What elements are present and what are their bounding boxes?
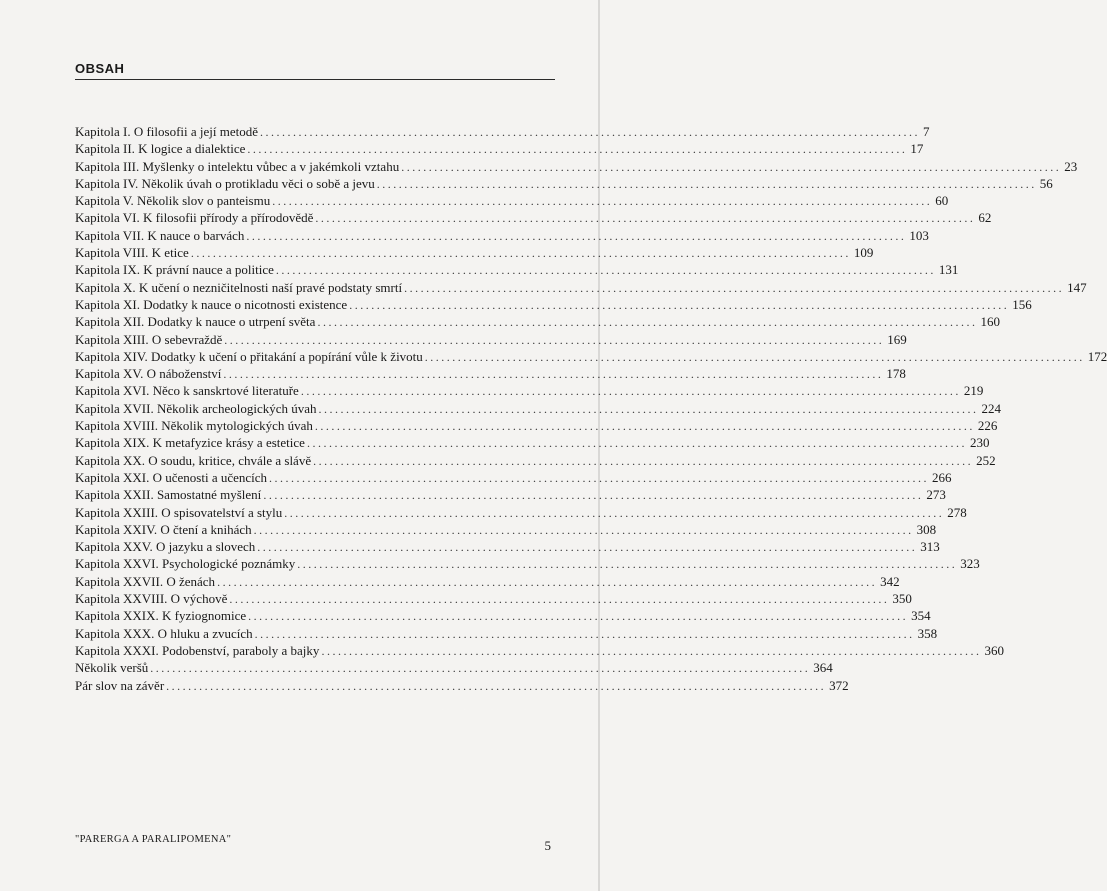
toc-leader-dots: ........................................................................................................................: [275, 263, 936, 278]
toc-leader-dots: ........................................................................................................................: [272, 194, 933, 209]
toc-leader-dots: ........................................................................................................................: [269, 470, 930, 485]
toc-entry-title: Kapitola XXX. O hluku a zvucích: [75, 625, 253, 641]
toc-leader-dots: ........................................................................................................................: [190, 246, 851, 261]
toc-entry-page: 266: [932, 469, 952, 485]
toc-leader-dots: ........................................................................................................................: [246, 228, 907, 243]
toc-entry: [75, 175, 1053, 192]
toc-entry-title: Kapitola XXVII. O ženách: [75, 573, 216, 589]
toc-leader-dots: ........................................................................................................................: [318, 401, 979, 416]
toc-leader-dots: ........................................................................................................................: [224, 332, 885, 347]
toc-leader-dots: ........................................................................................................................: [247, 142, 908, 157]
toc-entry-title: Kapitola XX. O soudu, kritice, chvále a slávě: [75, 452, 312, 468]
toc-leader-dots: ........................................................................................................................: [404, 280, 1065, 295]
toc-leader-dots: ........................................................................................................................: [300, 384, 961, 399]
toc-leader-dots: ........................................................................................................................: [253, 522, 914, 537]
toc-entry-page: 278: [947, 504, 967, 520]
toc-entry: [75, 209, 992, 226]
toc-entry: [75, 469, 952, 486]
toc-leader-dots: ........................................................................................................................: [424, 349, 1085, 364]
toc-leader-dots: ........................................................................................................................: [248, 609, 909, 624]
toc-leader-dots: ........................................................................................................................: [150, 661, 811, 676]
toc-entry-title: Kapitola IX. K právní nauce a politice: [75, 262, 274, 278]
toc-entry-page: 342: [880, 573, 900, 589]
toc-entry-title: Pár slov na závěr: [75, 677, 165, 693]
toc-entry-title: Kapitola XVI. Něco k sanskrtové literatuře: [75, 383, 299, 399]
toc-entry: [75, 244, 874, 261]
toc-leader-dots: ........................................................................................................................: [317, 315, 978, 330]
toc-entry: [75, 331, 907, 348]
toc-entry: [75, 538, 940, 555]
toc-entry-title: Kapitola XVII. Několik archeologických úvah: [75, 400, 317, 416]
toc-entry-page: 313: [920, 539, 940, 555]
toc-entry-page: 172: [1087, 348, 1107, 364]
toc-entry: [75, 140, 924, 157]
toc-entry-page: 226: [977, 418, 998, 434]
toc-entry-page: 60: [935, 193, 949, 209]
toc-entry-title: Kapitola XIX. K metafyzice krásy a estetice: [75, 435, 305, 451]
toc-entry: [75, 279, 1087, 296]
toc-entry: [75, 452, 996, 469]
toc-entry: [75, 486, 946, 503]
toc-entry-page: 169: [887, 331, 907, 347]
toc-entry-title: Kapitola XVIII. Několik mytologických úvah: [75, 418, 313, 434]
toc-entry: [75, 400, 1002, 417]
toc-leader-dots: ........................................................................................................................: [314, 419, 975, 434]
toc-entry-title: Kapitola XXIII. O spisovatelství a stylu: [75, 504, 283, 520]
toc-entry-title: Kapitola XIII. O sebevraždě: [75, 331, 223, 347]
toc-entry-title: Kapitola XIV. Dodatky k učení o přitakání a popírání vůle k životu: [75, 348, 423, 364]
toc-entry-title: Kapitola XV. O náboženství: [75, 366, 222, 382]
toc-entry: [75, 607, 931, 624]
section-title: OBSAH: [75, 61, 125, 76]
toc-entry: [75, 261, 959, 278]
toc-leader-dots: ........................................................................................................................: [401, 159, 1062, 174]
toc-leader-dots: ........................................................................................................................: [376, 176, 1037, 191]
toc-entry-title: Kapitola I. O filosofii a její metodě: [75, 124, 259, 139]
toc-entry-title: Kapitola VI. K filosofii přírody a přírodovědě: [75, 210, 314, 226]
toc-entry-page: 62: [978, 210, 992, 226]
toc-entry: [75, 521, 937, 538]
toc-leader-dots: ........................................................................................................................: [297, 557, 958, 572]
toc-entry-title: Několik veršů: [75, 660, 149, 676]
toc-entry-title: Kapitola XXV. O jazyku a slovech: [75, 539, 256, 555]
header-rule: [75, 79, 555, 80]
toc-entry-page: 273: [926, 487, 946, 503]
toc-entry-page: 7: [923, 124, 930, 139]
toc-leader-dots: ........................................................................................................................: [217, 574, 878, 589]
page-number: 5: [544, 838, 551, 853]
toc-entry-title: Kapitola VIII. K etice: [75, 245, 189, 261]
toc-entry: [75, 677, 849, 694]
toc-entry-title: Kapitola XI. Dodatky k nauce o nicotnosti existence: [75, 296, 348, 312]
toc-entry-page: 219: [963, 383, 984, 399]
toc-entry-page: 178: [886, 366, 906, 382]
toc-entry: [75, 659, 833, 676]
toc-entry: [75, 123, 930, 140]
toc-leader-dots: ........................................................................................................................: [315, 211, 976, 226]
toc-entry-title: Kapitola XXVIII. O výchově: [75, 591, 228, 607]
toc-entry-page: 358: [917, 625, 938, 641]
toc-entry-page: 230: [969, 435, 990, 451]
toc-entry-page: 364: [813, 660, 833, 676]
toc-entry: [75, 313, 1000, 330]
toc-entry: [75, 573, 900, 590]
toc-leader-dots: ........................................................................................................................: [260, 125, 921, 139]
toc-entry: [75, 348, 1107, 365]
toc-entry-page: 224: [981, 400, 1002, 416]
toc-entry: [75, 625, 938, 642]
toc-entry-page: 156: [1012, 296, 1032, 312]
toc-leader-dots: ........................................................................................................................: [166, 678, 827, 693]
toc-entry-page: 360: [984, 642, 1004, 658]
toc-entry-page: 103: [909, 227, 929, 243]
toc-entry-page: 147: [1067, 279, 1087, 295]
toc-entry-title: Kapitola III. Myšlenky o intelektu vůbec a v jakémkoli vztahu: [75, 158, 400, 174]
toc-entry-page: 308: [916, 521, 937, 537]
toc-entry-title: Kapitola XXII. Samostatné myšlení: [75, 487, 262, 503]
toc-entry: [75, 504, 967, 521]
toc-leader-dots: ........................................................................................................................: [257, 540, 918, 555]
toc-entry-title: Kapitola XXI. O učenosti a učencích: [75, 469, 268, 485]
toc-entry-page: 252: [976, 452, 996, 468]
toc-entry-title: Kapitola VII. K nauce o barvách: [75, 227, 245, 243]
toc-entry-title: Kapitola XXIX. K fyziognomice: [75, 608, 247, 624]
toc-entry-page: 350: [892, 591, 912, 607]
toc-entry-page: 23: [1064, 158, 1078, 174]
toc-entry: [75, 365, 906, 382]
toc-entry-title: Kapitola XXIV. O čtení a knihách: [75, 521, 252, 537]
toc-entry-title: Kapitola XXVI. Psychologické poznámky: [75, 556, 296, 572]
toc-entry: [75, 590, 912, 607]
toc-leader-dots: ........................................................................................................................: [306, 436, 967, 451]
toc-leader-dots: ........................................................................................................................: [263, 488, 924, 503]
toc-entry: [75, 296, 1032, 313]
toc-entry-title: Kapitola V. Několik slov o panteismu: [75, 193, 271, 209]
toc-leader-dots: ........................................................................................................................: [349, 297, 1010, 312]
toc-leader-dots: ........................................................................................................................: [321, 643, 982, 658]
toc-entry-page: 56: [1039, 175, 1053, 191]
running-title: "PARERGA A PARALIPOMENA": [75, 834, 232, 845]
toc-entry-page: 372: [829, 677, 849, 693]
toc-leader-dots: ........................................................................................................................: [223, 367, 884, 382]
toc-entry-title: Kapitola IV. Několik úvah o protikladu věci o sobě a jevu: [75, 175, 375, 191]
toc-entry: [75, 555, 980, 572]
toc-entry-page: 17: [910, 141, 924, 157]
toc-entry: [75, 382, 984, 399]
toc-entry-page: 131: [938, 262, 959, 278]
toc-leader-dots: ........................................................................................................................: [313, 453, 974, 468]
toc-entry: [75, 192, 949, 209]
toc-leader-dots: ........................................................................................................................: [254, 626, 915, 641]
toc-entry: [75, 227, 929, 244]
toc-entry-title: Kapitola XXXI. Podobenství, paraboly a bajky: [75, 642, 320, 658]
toc-entry-page: 323: [960, 556, 980, 572]
toc-entry: [75, 158, 1078, 175]
toc-entry: [75, 434, 990, 451]
toc-entry-page: 160: [980, 314, 1000, 330]
table-of-contents: [75, 123, 1107, 694]
toc-entry-title: Kapitola XII. Dodatky k nauce o utrpení světa: [75, 314, 316, 330]
toc-entry: [75, 642, 1004, 659]
toc-entry-page: 354: [911, 608, 931, 624]
toc-entry-page: 109: [853, 245, 874, 261]
toc-leader-dots: ........................................................................................................................: [284, 505, 945, 520]
toc-entry-title: Kapitola II. K logice a dialektice: [75, 141, 246, 157]
toc-entry: [75, 417, 998, 434]
toc-entry-title: Kapitola X. K učení o nezničitelnosti naší pravé podstaty smrtí: [75, 279, 403, 295]
toc-leader-dots: ........................................................................................................................: [229, 592, 890, 607]
